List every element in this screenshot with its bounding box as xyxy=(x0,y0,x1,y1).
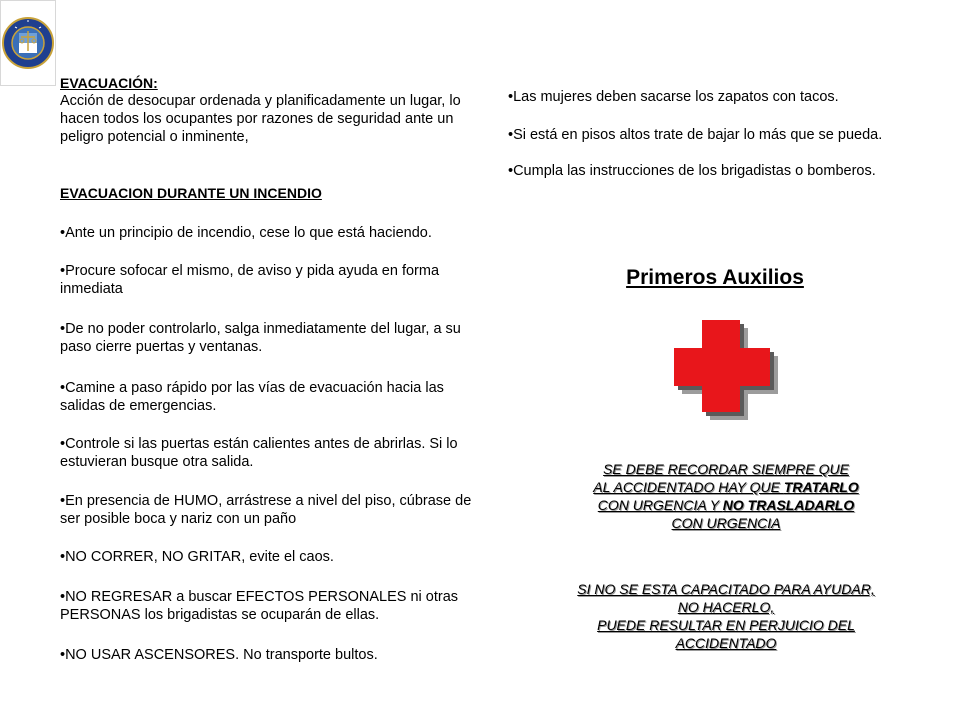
notice-urgency-line-4: CON URGENCIA xyxy=(671,515,781,531)
incendio-item-8: •NO REGRESAR a buscar EFECTOS PERSONALES ni otras PERSONAS los brigadistas se ocuparán de ellas. xyxy=(60,589,459,623)
incendio-item-4: •Camine a paso rápido por las vías de evacuación hacia las salidas de emergencias. xyxy=(60,380,444,414)
evacuacion-definition: Acción de desocupar ordenada y planificadamente un lugar, lo hacen todos los ocupantes por razones de seguridad ante un peligro potencial o inminente, xyxy=(60,93,461,145)
incendio-item-9: •NO USAR ASCENSORES. No transporte bultos. xyxy=(60,647,378,663)
incendio-heading: EVACUACION DURANTE UN INCENDIO xyxy=(60,185,322,201)
notice-urgency xyxy=(540,460,912,532)
primeros-auxilios-title: Primeros Auxilios xyxy=(626,266,804,289)
incendio-item-6: •En presencia de HUMO, arrástrese a nivel del piso, cúbrase de ser posible boca y nariz con un paño xyxy=(60,493,472,527)
notice-urgency-line-3: CON URGENCIA Y NO TRASLADARLO xyxy=(597,497,855,513)
incendio-item-3: •De no poder controlarlo, salga inmediatamente del lugar, a su paso cierre puertas y ventanas. xyxy=(60,321,461,355)
poder-judicial-seal-icon xyxy=(1,1,55,85)
notice-capacitado-line-3: PUEDE RESULTAR EN PERJUICIO DEL xyxy=(597,617,855,633)
right-item-1: •Las mujeres deben sacarse los zapatos con tacos. xyxy=(508,89,839,105)
notice-urgency-line-2: AL ACCIDENTADO HAY QUE TRATARLO xyxy=(593,479,859,495)
notice-capacitado-line-2: NO HACERLO, xyxy=(677,599,775,615)
incendio-item-7: •NO CORRER, NO GRITAR, evite el caos. xyxy=(60,549,334,565)
incendio-item-2: •Procure sofocar el mismo, de aviso y pida ayuda en forma inmediata xyxy=(60,263,440,297)
incendio-item-1: •Ante un principio de incendio, cese lo que está haciendo. xyxy=(60,225,432,241)
evacuacion-section xyxy=(60,74,480,146)
incendio-item-5: •Controle si las puertas están calientes antes de abrirlas. Si lo estuvieran busque otra salida. xyxy=(60,436,458,470)
notice-capacitado xyxy=(520,580,932,652)
notice-capacitado-line-4: ACCIDENTADO xyxy=(675,635,777,651)
right-item-3: •Cumpla las instrucciones de los brigadistas o bomberos. xyxy=(508,163,876,179)
right-item-2: •Si está en pisos altos trate de bajar lo más que se pueda. xyxy=(508,127,883,143)
logo-frame xyxy=(0,0,56,86)
evacuacion-heading: EVACUACIÓN: xyxy=(60,75,158,91)
notice-capacitado-line-1: SI NO SE ESTA CAPACITADO PARA AYUDAR, xyxy=(577,581,875,597)
red-cross-icon xyxy=(672,318,782,422)
notice-urgency-line-1: SE DEBE RECORDAR SIEMPRE QUE xyxy=(603,461,849,477)
